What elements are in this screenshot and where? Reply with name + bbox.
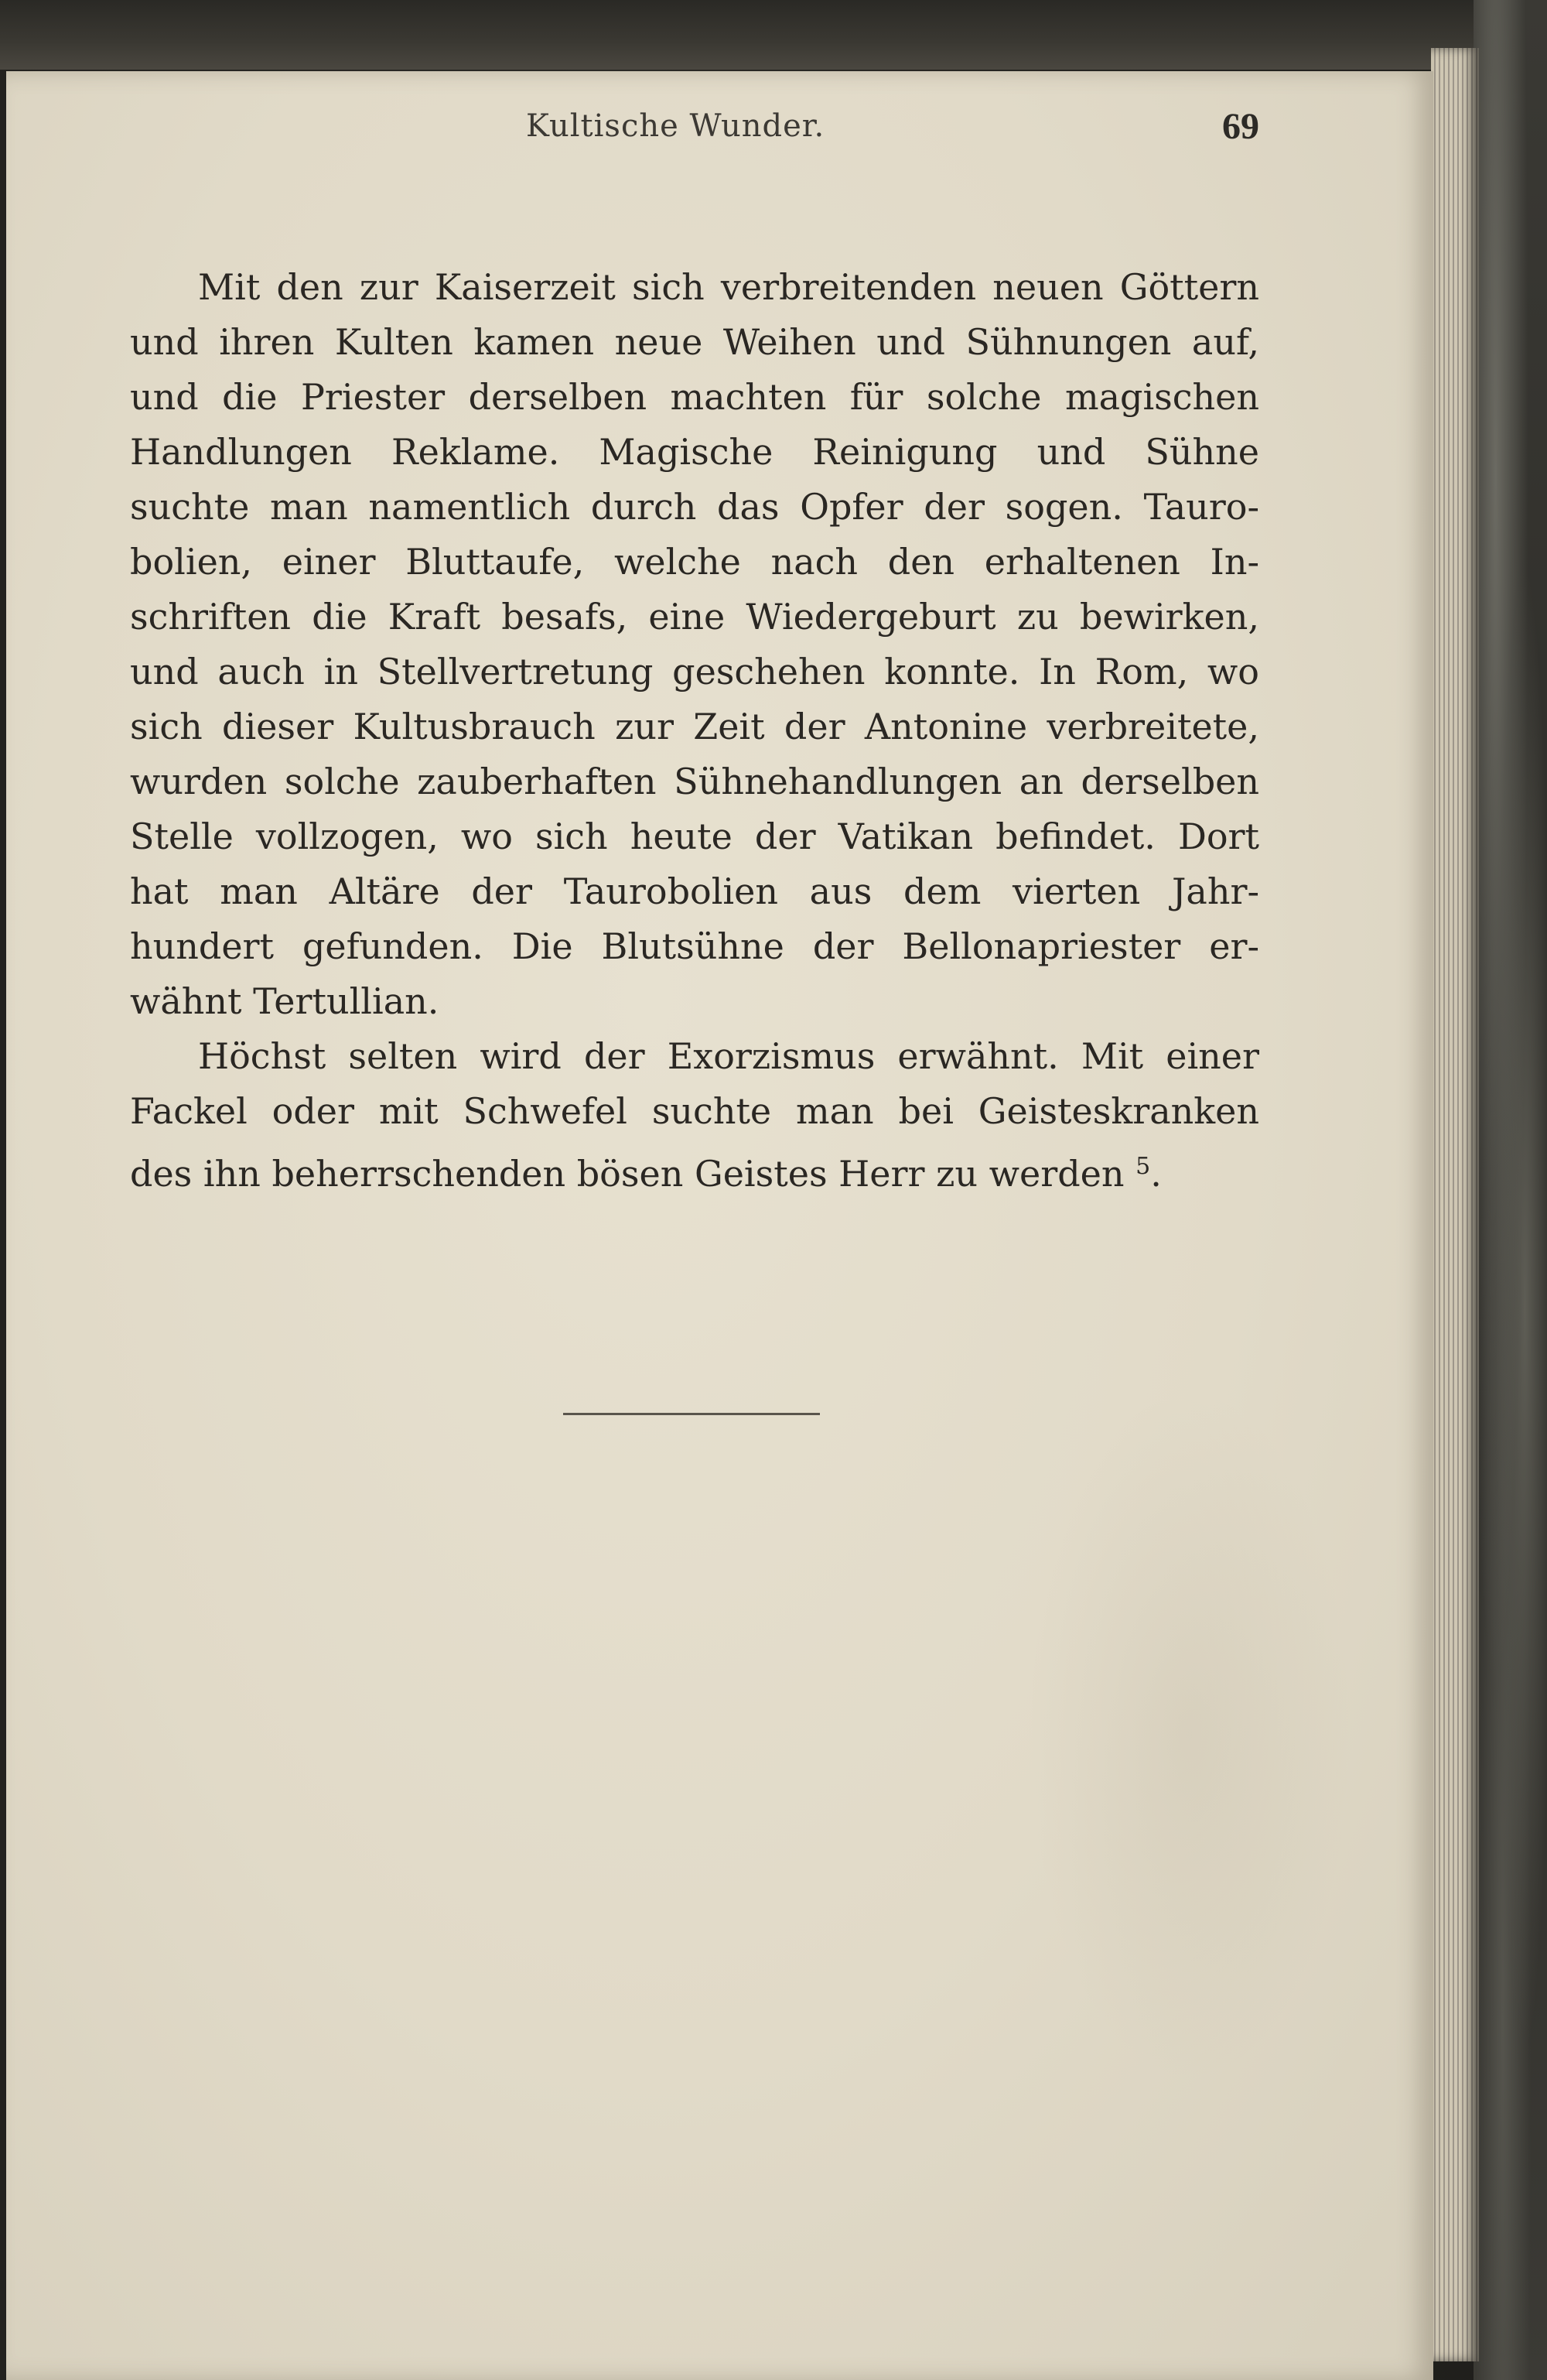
running-head-title: Kultische Wunder. (526, 108, 825, 144)
text-line: suchte man namentlich durch das Opfer der sogen. Tauro- (130, 486, 1259, 528)
book-cover-marbled-edge (1474, 0, 1547, 2380)
text-line: hundert gefunden. Die Blutsühne der Bellonapriester er- (130, 925, 1259, 967)
text-line: wurden solche zauberhaften Sühnehandlungen an derselben (130, 761, 1259, 802)
text-line: Stelle vollzogen, wo sich heute der Vatikan befindet. Dort (130, 816, 1259, 857)
body-text (130, 260, 1259, 1202)
text-line: bolien, einer Bluttaufe, welche nach den erhaltenen In- (130, 541, 1259, 583)
section-divider-rule (563, 1413, 820, 1415)
text-line: und die Priester derselben machten für solche magischen (130, 376, 1259, 418)
text-line: sich dieser Kultusbrauch zur Zeit der Antonine verbreitete, (130, 706, 1259, 747)
text-line: schriften die Kraft besafs, eine Wiedergeburt zu bewirken, (130, 596, 1259, 638)
text-line: Handlungen Reklame. Magische Reinigung und Sühne (130, 431, 1259, 473)
text-line-final (130, 1139, 1259, 1202)
text-line: wähnt Tertullian. (130, 980, 439, 1022)
running-head (0, 108, 1547, 170)
footnote-reference: 5 (1135, 1153, 1151, 1180)
book-cover-top-edge (0, 0, 1547, 70)
text-line: und auch in Stellvertretung geschehen konnte. In Rom, wo (130, 651, 1259, 692)
text-line: Höchst selten wird der Exorzismus erwähnt. Mit einer (198, 1035, 1259, 1077)
text-line: Mit den zur Kaiserzeit sich verbreitenden neuen Göttern (198, 266, 1259, 308)
page-number: 69 (1222, 106, 1259, 147)
ink-bleed-through (1027, 1387, 1352, 2083)
page-edges-stack (1431, 48, 1479, 2361)
text-line: hat man Altäre der Taurobolien aus dem vierten Jahr- (130, 870, 1259, 912)
paragraph-2 (130, 1029, 1259, 1202)
text-line-content: des ihn beherrschenden bösen Geistes Herr zu werden (130, 1153, 1125, 1195)
sentence-period: . (1150, 1153, 1162, 1195)
text-line: und ihren Kulten kamen neue Weihen und Sühnungen auf, (130, 321, 1259, 363)
text-line: Fackel oder mit Schwefel suchte man bei Geisteskranken (130, 1090, 1259, 1132)
paragraph-1 (130, 260, 1259, 1029)
